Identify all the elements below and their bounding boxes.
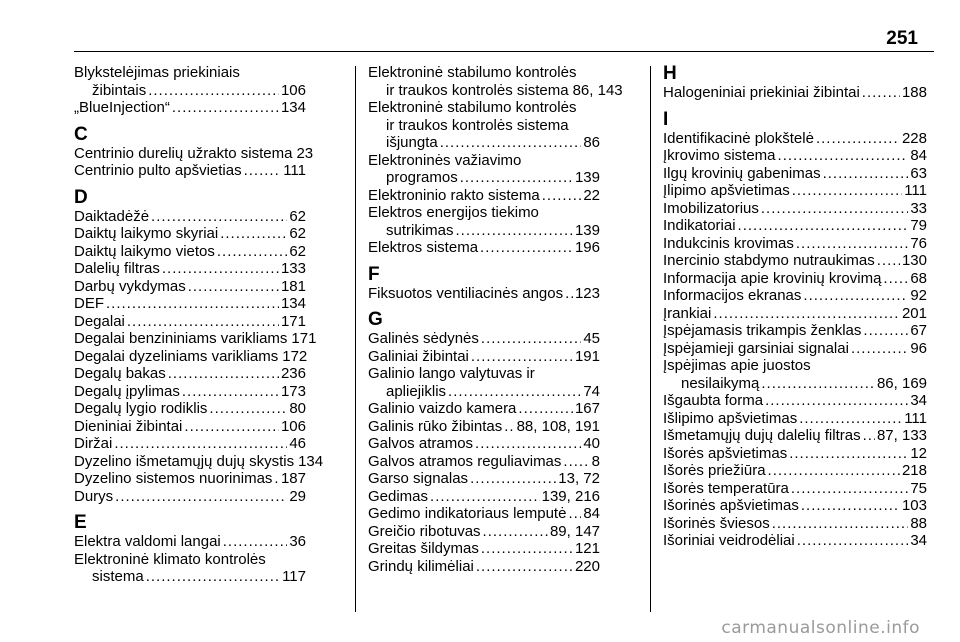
index-page-reference: 133 [280,260,306,277]
leader-dots [565,285,573,303]
index-entry [663,392,927,410]
index-entry [74,533,306,551]
index-entry-text: žibintais [92,81,147,99]
index-entry [74,278,306,296]
index-page-reference: 130 [901,252,927,269]
leader-dots [568,505,581,523]
leader-dots [483,523,548,541]
index-page-reference: 134 [298,452,324,470]
index-page-reference: 220 [574,557,600,575]
index-page-reference: 13, 72 [558,470,600,487]
index-entry [74,260,306,278]
index-entry [368,285,600,303]
index-entry [368,204,600,239]
index-entry [74,225,306,243]
index-page-reference: 89, 147 [549,522,600,540]
index-entry-text: Elektros sistema [368,239,479,256]
index-entry-text: Išorės priežiūra [663,462,766,479]
index-entry-text: išjungta [386,134,438,151]
index-entry [368,558,600,576]
index-page-reference: 134 [280,295,306,312]
index-entry-text: Išgaubta forma [663,392,764,409]
index-entry [663,445,927,463]
index-entry-text: Diržai [74,435,113,452]
index-entry-text: Dyzelino sistemos nuorinimas [74,470,273,487]
index-column-1 [74,64,324,586]
index-page-reference: 236 [280,365,306,382]
index-entry-text: Durys [74,487,114,505]
index-entry-text: Identifikacinė plokštelė [663,129,814,147]
index-entry-text: DEF [74,295,104,312]
index-page-reference: 96 [910,339,927,357]
leader-dots [481,540,573,558]
index-page-reference: 191 [574,347,600,365]
index-page-reference: 34 [910,392,927,409]
leader-dots [476,558,573,576]
leader-dots [803,287,908,305]
index-entry [663,200,927,218]
leader-dots [761,375,875,393]
leader-dots [713,305,900,323]
index-entry [663,252,927,270]
index-letter-heading: C [74,123,88,145]
index-entry-text: Išlipimo apšvietimas [663,409,798,427]
index-page-reference: 63 [910,164,927,182]
index-entry-text: Išorinės šviesos [663,514,770,532]
leader-dots [127,313,279,331]
leader-dots [883,270,908,288]
index-page-reference: 46 [289,435,306,452]
index-entry-text: Daiktų laikymo vietos [74,242,215,260]
index-page-reference: 29 [289,487,306,505]
index-page-reference: 88 [910,514,927,532]
index-entry-text: Įlipimo apšvietimas [663,182,790,199]
index-entry [368,99,600,152]
index-page-reference: 62 [289,242,306,260]
index-letter-heading: F [368,263,380,285]
index-entry-text: Indikatoriai [663,217,736,234]
index-entry [74,144,314,163]
leader-dots [151,208,287,226]
index-page-reference: 75 [910,479,927,497]
index-entry [663,182,927,200]
index-page-reference: 111 [283,162,306,179]
index-page-reference: 139 [574,169,600,186]
index-entry-text: ir traukos kontrolės sistema [386,81,569,99]
index-entry [368,453,600,471]
index-page-reference: 103 [901,497,927,514]
index-entry-text: Gedimas [368,487,429,505]
index-entry [368,418,600,436]
index-entry [663,147,927,165]
leader-dots [481,330,581,348]
index-page-reference: 22 [583,186,600,204]
index-entry [663,84,927,102]
leader-dots [217,243,287,261]
leader-dots [440,134,582,152]
index-page-reference: 134 [280,99,306,116]
index-entry-text: Galinio lango valytuvas ir [368,365,535,382]
index-column-3 [663,64,927,550]
index-page-reference: 111 [904,182,927,199]
index-letter-heading: G [368,309,383,330]
index-entry-text: Dalelių filtras [74,260,160,277]
index-letter-heading: D [74,186,88,208]
index-entry [663,480,927,498]
index-entry [663,322,927,340]
index-entry-text: Įkrovimo sistema [663,147,776,164]
leader-dots [430,488,540,506]
index-entry [663,217,927,235]
index-entry [368,152,600,187]
index-page-reference: 173 [280,382,306,400]
leader-dots [765,392,908,410]
index-entry [74,330,317,348]
index-page-reference: 40 [583,435,600,452]
column-divider-2 [650,66,651,612]
index-page-reference: 68 [910,269,927,287]
leader-dots [475,435,581,453]
leader-dots [223,533,288,551]
index-entry-text: Elektros energijos tiekimo [368,204,539,221]
leader-dots [863,427,875,445]
index-entry-text: Greitas šildymas [368,540,479,557]
index-entry-text: Ilgų krovinių gabenimas [663,164,821,182]
index-entry-text: Informacijos ekranas [663,287,802,304]
index-entry [74,435,306,453]
index-entry-text: Daiktų laikymo skyriai [74,225,219,242]
index-page-reference: 62 [289,225,306,242]
leader-dots [471,348,573,366]
index-page-reference: 84 [583,505,600,522]
index-entry [663,305,927,323]
index-entry [663,235,927,253]
index-entry-text: Galvos atramos [368,435,474,452]
leader-dots [182,383,279,401]
index-entry-text: Informacija apie krovinių krovimą [663,269,882,287]
index-entry-text: Įspėjimas apie juostos [663,357,811,374]
index-page-reference: 123 [574,284,600,302]
leader-dots [209,400,287,418]
index-entry [663,165,927,183]
index-entry-text: Garso signalas [368,470,469,487]
leader-dots [162,260,279,278]
index-page-reference: 88, 108, 191 [516,417,600,435]
index-entry [74,162,306,180]
leader-dots [220,225,287,243]
leader-dots [563,453,589,471]
index-entry [368,187,600,205]
leader-dots [148,82,279,100]
index-page-reference: 139, 216 [541,487,600,505]
index-letter-heading: E [74,512,87,533]
index-page-reference: 171 [291,330,317,347]
index-page-reference: 172 [282,347,308,365]
index-entry [368,348,600,366]
index-entry-text: Gedimo indikatoriaus lemputė [368,505,567,522]
index-page-reference: 121 [574,540,600,557]
leader-dots [168,365,279,383]
leader-dots [738,217,909,235]
index-entry [74,470,306,488]
index-entry [663,130,927,148]
index-entry-text: Greičio ribotuvas [368,522,481,540]
index-entry-text: Išorės temperatūra [663,479,789,497]
leader-dots [761,200,908,218]
leader-dots [863,322,908,340]
index-entry [74,208,306,226]
index-entry [74,383,306,401]
index-entry-text: Elektroninio rakto sistema [368,186,540,204]
leader-dots [114,435,287,453]
index-entry [74,551,306,586]
index-entry [663,340,927,358]
index-entry-text: Elektroninės važiavimo [368,151,522,169]
index-entry-text: Imobilizatorius [663,199,759,217]
index-entry [663,287,927,305]
leader-dots [816,130,900,148]
index-entry [368,523,600,541]
index-page-reference: 228 [901,129,927,147]
leader-dots [106,295,279,313]
index-entry [74,243,306,261]
leader-dots [456,222,573,240]
index-entry-text: Įspėjamasis trikampis ženklas [663,322,862,339]
index-page-reference: 106 [280,81,306,99]
index-entry-text: Centrinio durelių užrakto sistema [74,144,293,162]
index-entry [74,365,306,383]
leader-dots [797,532,909,550]
index-entry-text: Įrankiai [663,304,712,322]
index-entry-text: Halogeniniai priekiniai žibintai [663,84,860,101]
index-letter-heading: H [663,63,677,84]
index-page-reference: 76 [910,234,927,252]
index-entry [74,295,306,313]
index-entry [74,313,306,331]
index-entry [663,497,927,515]
index-entry [663,532,927,550]
index-entry [368,330,600,348]
leader-dots [518,400,573,418]
index-entry [74,452,324,471]
index-entry-text: Dyzelino išmetamųjų dujų skystis [74,452,295,470]
index-page-reference: 139 [574,221,600,239]
index-entry-text: Centrinio pulto apšvietias [74,162,242,179]
index-entry [368,505,600,523]
index-entry-text: apliejiklis [386,382,447,400]
leader-dots [768,462,900,480]
leader-dots [789,445,908,463]
index-page-reference: 12 [910,444,927,462]
index-entry [74,348,306,366]
leader-dots [801,497,900,515]
leader-dots [448,383,581,401]
index-page-reference: 45 [583,330,600,347]
index-entry-text: Degalų lygio rodiklis [74,400,208,417]
index-entry-text: sutrikimas [386,221,454,239]
index-page-reference: 106 [280,417,306,435]
leader-dots [460,169,573,187]
index-entry [74,418,306,436]
index-page-reference: 92 [910,287,927,304]
index-entry [663,410,927,428]
index-page-reference: 188 [901,84,927,101]
leader-dots [799,410,902,428]
index-page-reference: 201 [901,304,927,322]
column-divider-1 [355,66,356,612]
index-page-reference: 167 [574,400,600,417]
index-entry-text: Išmetamųjų dujų dalelių filtras [663,427,861,444]
leader-dots [146,568,280,586]
index-page-reference: 86 [583,134,600,151]
index-entry [74,400,306,418]
index-page-reference: 86, 143 [572,81,623,99]
index-entry-text: Galvos atramos reguliavimas [368,452,562,470]
index-entry-text: Galinės sėdynės [368,330,479,347]
index-page-reference: 196 [574,239,600,256]
index-entry-text: Indukcinis krovimas [663,234,794,252]
index-entry-text: Elektroninė stabilumo kontrolės [368,99,577,116]
index-entry-text: Išoriniai veidrodėliai [663,532,795,549]
index-page-reference: 8 [591,452,600,470]
leader-dots [862,84,900,102]
index-entry-text: programos [386,169,458,186]
index-page-reference: 218 [901,462,927,479]
index-page-reference: 181 [280,277,306,295]
leader-dots [796,235,908,253]
index-entry-text: ir traukos kontrolės sistema [386,116,569,134]
index-entry-text: Degalai dyzeliniams varikliams [74,347,279,365]
leader-dots [792,182,902,200]
index-page-reference: 74 [583,382,600,400]
index-entry [663,270,927,288]
index-page-reference: 187 [280,470,306,487]
index-page-reference: 62 [289,207,306,225]
index-entry-text: Degalai benzininiams varikliams [74,330,288,347]
index-entry-text: sistema [92,568,144,585]
index-page-reference: 87, 133 [876,427,927,444]
index-entry [368,540,600,558]
index-page-reference: 34 [910,532,927,549]
leader-dots [172,99,279,117]
index-entry-text: Darbų vykdymas [74,277,186,295]
leader-dots [115,488,287,506]
index-entry-text: Elektroninė klimato kontrolės [74,550,266,568]
leader-dots [504,418,514,436]
index-entry-text: „BlueInjection“ [74,99,170,116]
index-entry [368,239,600,257]
index-entry [368,488,600,506]
leader-dots [823,165,909,183]
leader-dots [274,470,279,488]
index-entry-text: Galinis rūko žibintas [368,417,503,435]
index-entry [663,515,927,533]
index-entry-text: Išorės apšvietimas [663,444,788,462]
index-entry-text: nesilaikymą [681,374,760,392]
index-entry-text: Elektroninė stabilumo kontrolės [368,64,577,81]
index-entry [663,357,927,392]
index-entry-text: Inercinio stabdymo nutraukimas [663,252,875,269]
index-entry-text: Išorinės apšvietimas [663,497,799,514]
index-entry [663,427,927,445]
index-entry [368,365,600,400]
leader-dots [244,162,282,180]
leader-dots [772,515,909,533]
index-page-reference: 84 [910,147,927,164]
leader-dots [877,252,900,270]
index-page-reference: 36 [289,533,306,550]
index-entry-text: Fiksuotos ventiliacinės angos [368,284,564,302]
index-entry-text: Galiniai žibintai [368,347,469,365]
index-entry-text: Elektra valdomi langai [74,533,221,550]
index-entry-text: Grindų kilimėliai [368,557,474,575]
index-page-reference: 23 [296,144,314,162]
index-page-reference: 67 [910,322,927,339]
index-entry [74,99,306,117]
index-page-reference: 80 [289,400,306,417]
watermark: carmanualsonline.info [721,618,920,638]
index-entry [368,435,600,453]
leader-dots [851,340,908,358]
header-rule [74,51,934,52]
index-entry [74,488,306,506]
index-entry-text: Galinio vaizdo kamera [368,400,517,417]
index-entry [74,64,306,99]
index-page-reference: 117 [282,568,306,585]
index-column-2 [368,64,623,575]
index-letter-heading: I [663,108,669,130]
index-entry-text: Daiktadėžė [74,207,150,225]
page-number: 251 [886,28,918,49]
index-entry-text: Įspėjamieji garsiniai signalai [663,339,849,357]
leader-dots [470,470,556,488]
index-page-reference: 171 [280,312,306,330]
index-page-reference: 111 [904,409,927,427]
leader-dots [791,480,908,498]
index-entry-text: Degalai [74,312,125,330]
leader-dots [778,147,909,165]
index-entry-text: Dieniniai žibintai [74,417,183,435]
index-entry [368,470,600,488]
index-entry-text: Blykstelėjimas priekiniais [74,64,240,81]
index-page-reference: 86, 169 [876,374,927,392]
index-entry-text: Degalų įpylimas [74,382,180,400]
index-entry [368,400,600,418]
index-page-reference: 33 [910,199,927,217]
leader-dots [480,239,573,257]
index-entry-text: Degalų bakas [74,365,166,382]
leader-dots [542,187,582,205]
index-entry [663,462,927,480]
leader-dots [184,418,279,436]
leader-dots [188,278,279,296]
index-entry [368,64,623,99]
index-page-reference: 79 [910,217,927,234]
